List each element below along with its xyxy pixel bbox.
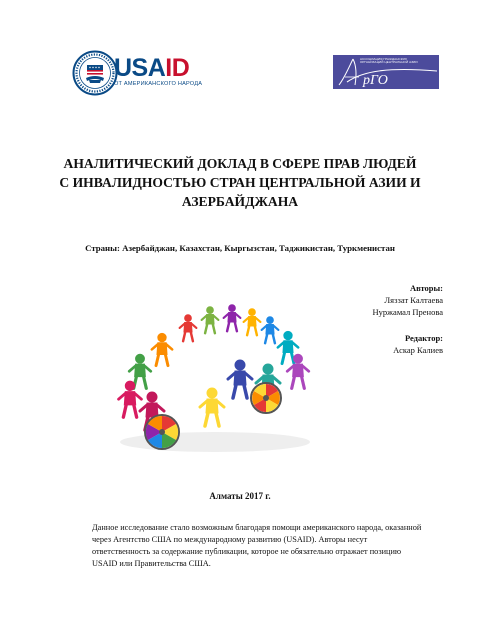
child-figure xyxy=(200,388,224,426)
editor-name: Аскар Калиев xyxy=(393,345,443,355)
child-figure xyxy=(224,305,241,332)
usaid-seal-icon xyxy=(72,50,118,96)
authors-heading: Авторы: xyxy=(409,283,443,293)
svg-text:рГО: рГО xyxy=(363,73,388,88)
editor-heading: Редактор: xyxy=(404,333,443,343)
usaid-logo xyxy=(72,50,202,98)
wheelchair-icon xyxy=(145,415,179,449)
child-figure xyxy=(262,317,279,344)
author-name: Нуржамал Пренова xyxy=(372,307,443,317)
inclusion-circle-illustration xyxy=(100,282,330,467)
child-figure xyxy=(202,307,219,334)
child-figure xyxy=(119,381,142,417)
child-figure xyxy=(244,309,261,336)
child-figure xyxy=(180,315,197,342)
disclaimer-text: Данное исследование стало возможным благодаря помощи американского народа, оказанной через Агентство США по международному развитию (USAID). Авторы несут ответственность за содержание публикации, которое не обязательно отражает позицию USAID или Правительства США. xyxy=(92,523,422,568)
usaid-subtitle: ОТ АМЕРИКАНСКОГО НАРОДА xyxy=(114,81,203,87)
city-year: Алматы 2017 г. xyxy=(209,491,271,501)
child-figure xyxy=(152,333,172,365)
argo-logo-text: АССОЦИАЦИЯ ГРАЖДАНСКИХ ОРГАНИЗАЦИЙ ЦЕНТРАЛЬНОЙ АЗИИ xyxy=(360,57,418,65)
countries-line: Страны: Азербайджан, Казахстан, Кыргызстан, Таджикистан, Туркменистан xyxy=(85,243,395,253)
usaid-wordmark: USAID xyxy=(114,54,190,82)
author-name: Ляззат Калтаева xyxy=(384,295,443,305)
child-figure xyxy=(228,360,252,398)
report-title: АНАЛИТИЧЕСКИЙ ДОКЛАД В СФЕРЕ ПРАВ ЛЮДЕЙ С ИНВАЛИДНОСТЬЮ СТРАН ЦЕНТРАЛЬНОЙ АЗИИ И АЗЕРБАЙДЖАНА xyxy=(59,156,421,209)
child-figure xyxy=(287,354,309,388)
wheelchair-icon xyxy=(251,383,281,413)
editor-block xyxy=(393,332,443,356)
argo-logo xyxy=(333,55,439,89)
authors-block xyxy=(373,282,443,318)
